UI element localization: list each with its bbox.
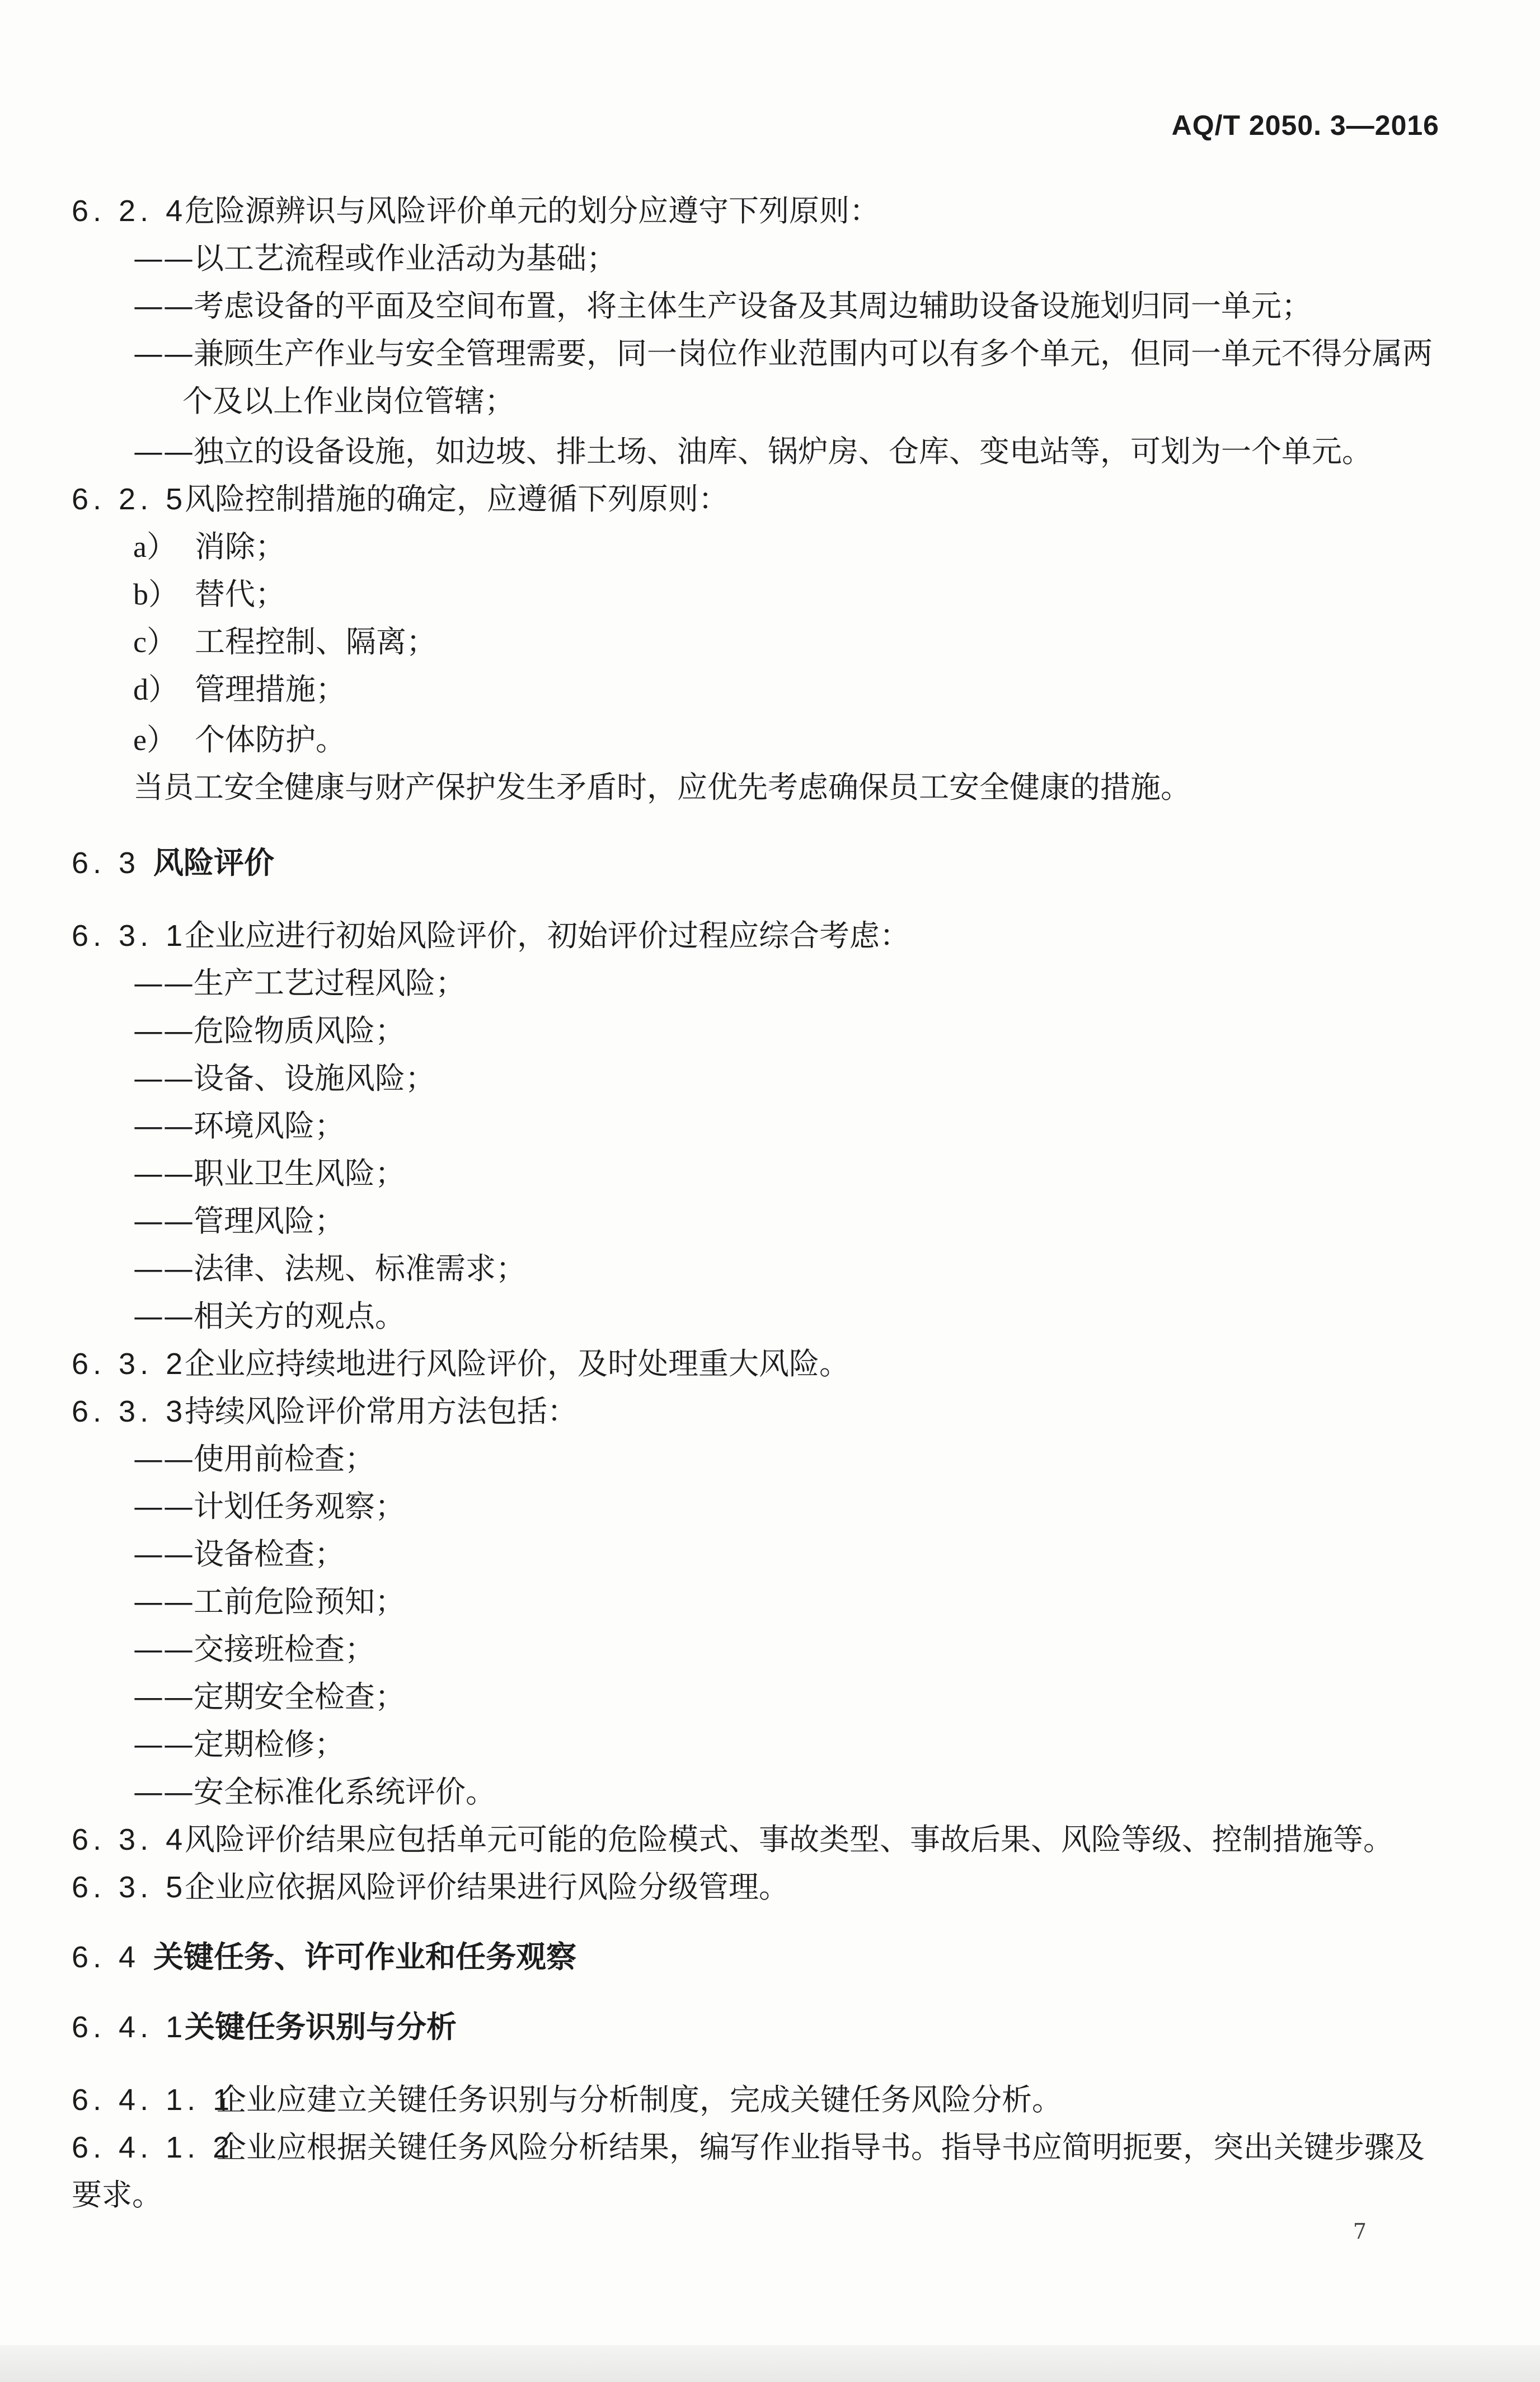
list-item: ——设备、设施风险； — [133, 1061, 435, 1096]
list-item: ——以工艺流程或作业活动为基础； — [133, 241, 617, 276]
item-text: 个体防护。 — [195, 722, 346, 757]
clause-6-3-4 — [72, 1816, 1439, 1863]
clause-number: 6. 4. 1. 2 — [72, 2131, 234, 2164]
standard-code: AQ/T 2050. 3—2016 — [1171, 110, 1439, 141]
list-item — [133, 523, 1439, 570]
list-item — [133, 618, 1439, 665]
page-bottom-edge — [0, 2345, 1540, 2382]
clause-number: 6. 3. 1 — [72, 919, 187, 953]
clause-6-2-5 — [72, 476, 1439, 523]
clause-text: 企业应进行初始风险评价，初始评价过程应综合考虑： — [185, 918, 910, 953]
section-6-3-heading — [72, 840, 1439, 887]
clause-text: 风险评价结果应包括单元可能的危险模式、事故类型、事故后果、风险等级、控制措施等。 — [185, 1822, 1393, 1857]
item-text: 消除； — [195, 529, 285, 564]
list-item: ——考虑设备的平面及空间布置，将主体生产设备及其周边辅助设备设施划归同一单元； — [133, 288, 1312, 323]
clause-6-3-5 — [72, 1864, 1439, 1911]
clause-6-3-1 — [72, 912, 1439, 959]
list-item — [133, 571, 1439, 618]
clause-6-3-3 — [72, 1388, 1439, 1435]
clause-text: 企业应建立关键任务识别与分析制度，完成关键任务风险分析。 — [216, 2082, 1062, 2117]
section-6-4-heading — [72, 1934, 1439, 1981]
clause-number: 6. 4. 1. 1 — [72, 2083, 234, 2117]
clause-number: 6. 3. 2 — [72, 1347, 187, 1381]
clause-text: 企业应根据关键任务风险分析结果，编写作业指导书。指导书应简明扼要，突出关键步骤及 — [216, 2130, 1425, 2165]
list-item-continuation: 个及以上作业岗位管辖； — [182, 383, 515, 419]
list-item — [133, 666, 1439, 713]
list-item: ——危险物质风险； — [133, 1013, 405, 1048]
item-label: b） — [133, 578, 179, 611]
clause-text: 风险控制措施的确定，应遵循下列原则： — [185, 481, 729, 517]
clause-number: 6. 3. 5 — [72, 1870, 187, 1904]
section-6-4-1-heading — [72, 2004, 1439, 2051]
section-number: 6. 4 — [72, 1940, 140, 1974]
clause-note: 当员工安全健康与财产保护发生矛盾时，应优先考虑确保员工安全健康的措施。 — [133, 770, 1191, 805]
list-item: ——职业卫生风险； — [133, 1156, 405, 1191]
item-text: 管理措施； — [195, 672, 346, 707]
page-number: 7 — [1353, 2219, 1367, 2244]
list-item: ——计划任务观察； — [133, 1489, 405, 1524]
clause-6-4-1-1 — [72, 2076, 1439, 2123]
list-item: ——使用前检查； — [133, 1441, 375, 1476]
clause-number: 6. 2. 4 — [72, 194, 187, 228]
clause-6-2-4 — [72, 187, 1439, 235]
item-label: a） — [133, 530, 177, 564]
list-item: ——生产工艺过程风险； — [133, 965, 466, 1001]
section-number: 6. 3 — [72, 846, 140, 880]
clause-text: 企业应依据风险评价结果进行风险分级管理。 — [185, 1869, 789, 1905]
clause-text: 危险源辨识与风险评价单元的划分应遵守下列原则： — [185, 193, 880, 228]
list-item: ——定期安全检查； — [133, 1679, 405, 1714]
item-label: c） — [133, 625, 177, 659]
list-item: ——独立的设备设施，如边坡、排土场、油库、锅炉房、仓库、变电站等，可划为一个单元。 — [133, 434, 1372, 469]
clause-6-4-1-2 — [72, 2124, 1439, 2171]
clause-6-3-2 — [72, 1340, 1439, 1387]
list-item: ——工前危险预知； — [133, 1584, 405, 1619]
section-number: 6. 4. 1 — [72, 2010, 187, 2044]
list-item: ——环境风险； — [133, 1108, 345, 1143]
list-item — [133, 716, 1439, 763]
clause-continuation: 要求。 — [72, 2177, 162, 2212]
section-title: 关键任务、许可作业和任务观察 — [153, 1939, 576, 1975]
item-label: e） — [133, 723, 177, 757]
list-item: ——管理风险； — [133, 1203, 345, 1239]
clause-text: 企业应持续地进行风险评价，及时处理重大风险。 — [185, 1346, 849, 1381]
list-item: ——法律、法规、标准需求； — [133, 1251, 526, 1286]
list-item: ——交接班检查； — [133, 1631, 375, 1667]
clause-text: 持续风险评价常用方法包括： — [185, 1394, 578, 1429]
list-item: ——兼顾生产作业与安全管理需要，同一岗位作业范围内可以有多个单元，但同一单元不得分属两 — [133, 336, 1433, 371]
clause-number: 6. 2. 5 — [72, 482, 187, 516]
section-title: 风险评价 — [153, 845, 274, 880]
item-text: 工程控制、隔离； — [195, 624, 436, 659]
section-title: 关键任务识别与分析 — [185, 2009, 457, 2045]
list-item: ——相关方的观点。 — [133, 1298, 405, 1334]
list-item: ——设备检查； — [133, 1536, 345, 1572]
clause-number: 6. 3. 4 — [72, 1823, 187, 1856]
list-item: ——定期检修； — [133, 1727, 345, 1762]
clause-number: 6. 3. 3 — [72, 1395, 187, 1428]
list-item: ——安全标准化系统评价。 — [133, 1774, 496, 1809]
item-text: 替代； — [195, 576, 285, 612]
item-label: d） — [133, 673, 179, 706]
